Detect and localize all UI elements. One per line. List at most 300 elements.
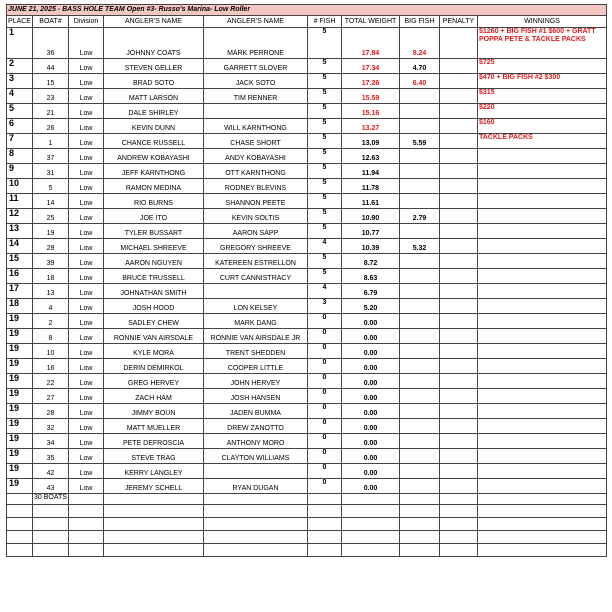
angler-name-1: JOHNATHAN SMITH: [104, 284, 204, 299]
fish-count: 5: [308, 224, 342, 239]
penalty: [440, 449, 478, 464]
big-fish: [400, 149, 440, 164]
empty-cell: [342, 505, 400, 518]
empty-cell: [440, 505, 478, 518]
result-row: [7, 28, 607, 59]
fish-count: 5: [308, 104, 342, 119]
boat-number: 25: [33, 209, 69, 224]
empty-cell: [204, 494, 308, 505]
place-cell: 10: [7, 179, 33, 194]
division: Low: [69, 479, 104, 494]
fish-count: 5: [308, 269, 342, 284]
big-fish: [400, 314, 440, 329]
total-weight: 5.20: [342, 299, 400, 314]
total-weight: 17.26: [342, 74, 400, 89]
result-row: [7, 404, 607, 419]
big-fish: [400, 299, 440, 314]
place-cell: 15: [7, 254, 33, 269]
result-row: [7, 329, 607, 344]
fish-count: 0: [308, 479, 342, 494]
penalty: [440, 209, 478, 224]
fish-count: 0: [308, 464, 342, 479]
empty-cell: [308, 531, 342, 544]
empty-cell: [204, 505, 308, 518]
sheet-title: JUNE 21, 2025 - BASS HOLE TEAM Open #3- Russo's Marina- Low Roller: [7, 5, 607, 16]
place-cell: 19: [7, 419, 33, 434]
empty-cell: [478, 505, 607, 518]
fish-count: 5: [308, 89, 342, 104]
empty-cell: [400, 531, 440, 544]
place-cell: 18: [7, 299, 33, 314]
header-place: PLACE: [7, 16, 33, 28]
angler-name-2: JOSH HANSEN: [204, 389, 308, 404]
division: Low: [69, 119, 104, 134]
angler-name-1: ANDREW KOBAYASHI: [104, 149, 204, 164]
angler-name-2: DREW ZANOTTO: [204, 419, 308, 434]
angler-name-2: CHASE SHORT: [204, 134, 308, 149]
empty-cell: [104, 494, 204, 505]
division: Low: [69, 344, 104, 359]
winnings: [478, 464, 607, 479]
division: Low: [69, 179, 104, 194]
big-fish: [400, 284, 440, 299]
winnings: [478, 344, 607, 359]
winnings: [478, 434, 607, 449]
angler-name-2: OTT KARNTHONG: [204, 164, 308, 179]
penalty: [440, 104, 478, 119]
division: Low: [69, 59, 104, 74]
big-fish: [400, 254, 440, 269]
winnings: [478, 149, 607, 164]
empty-cell: [69, 505, 104, 518]
angler-name-1: JOHNNY COATS: [104, 28, 204, 59]
big-fish: [400, 179, 440, 194]
fish-count: 0: [308, 344, 342, 359]
fish-count: 0: [308, 329, 342, 344]
angler-name-2: ANTHONY MORO: [204, 434, 308, 449]
boat-number: 10: [33, 344, 69, 359]
winnings: $725: [478, 59, 607, 74]
empty-cell: [400, 494, 440, 505]
empty-cell: [342, 494, 400, 505]
angler-name-1: RAMON MEDINA: [104, 179, 204, 194]
winnings: [478, 374, 607, 389]
angler-name-2: RODNEY BLEVINS: [204, 179, 308, 194]
big-fish: 5.59: [400, 134, 440, 149]
empty-cell: [7, 494, 33, 505]
boat-number: 18: [33, 269, 69, 284]
division: Low: [69, 74, 104, 89]
result-row: [7, 314, 607, 329]
division: Low: [69, 284, 104, 299]
fish-count: 0: [308, 389, 342, 404]
result-row: [7, 299, 607, 314]
penalty: [440, 164, 478, 179]
fish-count: 5: [308, 74, 342, 89]
boat-number: 37: [33, 149, 69, 164]
empty-cell: [400, 544, 440, 557]
place-cell: 9: [7, 164, 33, 179]
empty-cell: [342, 531, 400, 544]
big-fish: [400, 119, 440, 134]
total-weight: 17.84: [342, 28, 400, 59]
place-cell: 5: [7, 104, 33, 119]
angler-name-2: CLAYTON WILLIAMS: [204, 449, 308, 464]
division: Low: [69, 299, 104, 314]
winnings: [478, 479, 607, 494]
empty-cell: [400, 505, 440, 518]
winnings: [478, 284, 607, 299]
angler-name-1: JIMMY BOUN: [104, 404, 204, 419]
division: Low: [69, 404, 104, 419]
angler-name-1: STEVE TRAG: [104, 449, 204, 464]
place-cell: 19: [7, 449, 33, 464]
angler-name-1: CHANCE RUSSELL: [104, 134, 204, 149]
angler-name-1: KEVIN DUNN: [104, 119, 204, 134]
angler-name-2: JADEN BUMMA: [204, 404, 308, 419]
total-weight: 15.16: [342, 104, 400, 119]
winnings: [478, 209, 607, 224]
penalty: [440, 179, 478, 194]
total-weight: 0.00: [342, 389, 400, 404]
boat-number: 4: [33, 299, 69, 314]
penalty: [440, 374, 478, 389]
boat-number: 8: [33, 329, 69, 344]
angler-name-2: TRENT SHEDDEN: [204, 344, 308, 359]
angler-name-2: MARK PERRONE: [204, 28, 308, 59]
penalty: [440, 344, 478, 359]
place-cell: 1: [7, 28, 33, 59]
winnings: $315: [478, 89, 607, 104]
angler-name-2: TIM RENNER: [204, 89, 308, 104]
place-cell: 3: [7, 74, 33, 89]
division: Low: [69, 164, 104, 179]
angler-name-1: MICHAEL SHREEVE: [104, 239, 204, 254]
place-cell: 11: [7, 194, 33, 209]
boat-number: 13: [33, 284, 69, 299]
total-weight: 0.00: [342, 374, 400, 389]
angler-name-1: JEFF KARNTHONG: [104, 164, 204, 179]
header-angler-2: ANGLER'S NAME: [204, 16, 308, 28]
angler-name-2: KATEREEN ESTRELLON: [204, 254, 308, 269]
total-weight: 0.00: [342, 314, 400, 329]
total-weight: 17.34: [342, 59, 400, 74]
boat-number: 27: [33, 389, 69, 404]
place-cell: 6: [7, 119, 33, 134]
total-weight: 0.00: [342, 344, 400, 359]
result-row: [7, 74, 607, 89]
winnings: $470 + BIG FISH #2 $300: [478, 74, 607, 89]
total-weight: 8.63: [342, 269, 400, 284]
penalty: [440, 434, 478, 449]
empty-row: [7, 505, 607, 518]
empty-cell: [400, 518, 440, 531]
empty-cell: [69, 494, 104, 505]
big-fish: 5.32: [400, 239, 440, 254]
angler-name-2: COOPER LITTLE: [204, 359, 308, 374]
result-row: [7, 239, 607, 254]
division: Low: [69, 449, 104, 464]
place-cell: 16: [7, 269, 33, 284]
empty-cell: [308, 494, 342, 505]
big-fish: [400, 374, 440, 389]
total-weight: 11.78: [342, 179, 400, 194]
fish-count: 0: [308, 434, 342, 449]
division: Low: [69, 314, 104, 329]
angler-name-1: GREG HERVEY: [104, 374, 204, 389]
empty-cell: [69, 518, 104, 531]
empty-cell: [308, 544, 342, 557]
angler-name-1: PETE DEFROSCIA: [104, 434, 204, 449]
fish-count: 0: [308, 419, 342, 434]
result-row: [7, 209, 607, 224]
fish-count: 5: [308, 254, 342, 269]
result-row: [7, 284, 607, 299]
angler-name-2: GARRETT SLOVER: [204, 59, 308, 74]
winnings: [478, 164, 607, 179]
penalty: [440, 284, 478, 299]
result-row: [7, 479, 607, 494]
boat-number: 29: [33, 239, 69, 254]
winnings: [478, 329, 607, 344]
penalty: [440, 254, 478, 269]
place-cell: 13: [7, 224, 33, 239]
angler-name-1: RONNIE VAN AIRSDALE: [104, 329, 204, 344]
place-cell: 7: [7, 134, 33, 149]
boat-number: 16: [33, 359, 69, 374]
winnings: [478, 359, 607, 374]
angler-name-2: MARK DANG: [204, 314, 308, 329]
angler-name-2: GREGORY SHREEVE: [204, 239, 308, 254]
place-cell: 19: [7, 464, 33, 479]
big-fish: [400, 194, 440, 209]
result-row: [7, 179, 607, 194]
empty-cell: [204, 518, 308, 531]
angler-name-1: JEREMY SCHELL: [104, 479, 204, 494]
empty-cell: [342, 518, 400, 531]
penalty: [440, 269, 478, 284]
header-total-weight: TOTAL WEIGHT: [342, 16, 400, 28]
penalty: [440, 464, 478, 479]
place-cell: 4: [7, 89, 33, 104]
empty-row: [7, 531, 607, 544]
boat-number: 22: [33, 374, 69, 389]
header-boat: BOAT#: [33, 16, 69, 28]
result-row: [7, 344, 607, 359]
place-cell: 8: [7, 149, 33, 164]
angler-name-2: SHANNON PEETE: [204, 194, 308, 209]
boat-number: 23: [33, 89, 69, 104]
division: Low: [69, 434, 104, 449]
boat-number: 5: [33, 179, 69, 194]
empty-cell: [308, 518, 342, 531]
fish-count: 0: [308, 449, 342, 464]
angler-name-2: WILL KARNTHONG: [204, 119, 308, 134]
place-cell: 19: [7, 389, 33, 404]
empty-cell: [478, 518, 607, 531]
angler-name-2: AARON SAPP: [204, 224, 308, 239]
boat-number: 28: [33, 404, 69, 419]
result-row: [7, 164, 607, 179]
place-cell: 17: [7, 284, 33, 299]
penalty: [440, 314, 478, 329]
winnings: TACKLE PACKS: [478, 134, 607, 149]
penalty: [440, 134, 478, 149]
angler-name-2: [204, 284, 308, 299]
empty-cell: [7, 518, 33, 531]
boat-number: 19: [33, 224, 69, 239]
total-weight: 0.00: [342, 404, 400, 419]
boat-number: 35: [33, 449, 69, 464]
big-fish: [400, 164, 440, 179]
empty-cell: [204, 531, 308, 544]
division: Low: [69, 269, 104, 284]
result-row: [7, 134, 607, 149]
result-row: [7, 59, 607, 74]
empty-cell: [33, 531, 69, 544]
boat-number: 44: [33, 59, 69, 74]
fish-count: 5: [308, 59, 342, 74]
result-row: [7, 89, 607, 104]
total-weight: 0.00: [342, 359, 400, 374]
empty-cell: [478, 531, 607, 544]
empty-cell: [440, 518, 478, 531]
division: Low: [69, 239, 104, 254]
result-row: [7, 224, 607, 239]
empty-cell: [104, 518, 204, 531]
winnings: $160: [478, 119, 607, 134]
total-weight: 6.79: [342, 284, 400, 299]
winnings: [478, 449, 607, 464]
total-weight: 15.59: [342, 89, 400, 104]
results-table: [6, 4, 607, 557]
division: Low: [69, 104, 104, 119]
fish-count: 5: [308, 209, 342, 224]
total-weight: 12.63: [342, 149, 400, 164]
penalty: [440, 239, 478, 254]
empty-cell: [104, 531, 204, 544]
penalty: [440, 479, 478, 494]
big-fish: [400, 449, 440, 464]
empty-cell: [204, 544, 308, 557]
big-fish: [400, 329, 440, 344]
big-fish: [400, 104, 440, 119]
result-row: [7, 434, 607, 449]
empty-cell: [440, 531, 478, 544]
empty-cell: [33, 544, 69, 557]
empty-cell: [478, 494, 607, 505]
fish-count: 0: [308, 374, 342, 389]
total-weight: 11.61: [342, 194, 400, 209]
division: Low: [69, 389, 104, 404]
winnings: $220: [478, 104, 607, 119]
penalty: [440, 299, 478, 314]
angler-name-2: JOHN HERVEY: [204, 374, 308, 389]
total-weight: 0.00: [342, 449, 400, 464]
fish-count: 4: [308, 284, 342, 299]
boat-number: 34: [33, 434, 69, 449]
empty-cell: [342, 544, 400, 557]
place-cell: 19: [7, 404, 33, 419]
fish-count: 5: [308, 149, 342, 164]
winnings: [478, 194, 607, 209]
place-cell: 19: [7, 344, 33, 359]
fish-count: 5: [308, 179, 342, 194]
empty-cell: [478, 544, 607, 557]
angler-name-1: JOE ITO: [104, 209, 204, 224]
total-weight: 10.39: [342, 239, 400, 254]
angler-name-1: ZACH HAM: [104, 389, 204, 404]
winnings: [478, 239, 607, 254]
big-fish: [400, 434, 440, 449]
division: Low: [69, 374, 104, 389]
fish-count: 5: [308, 164, 342, 179]
result-row: [7, 104, 607, 119]
result-row: [7, 389, 607, 404]
place-cell: 2: [7, 59, 33, 74]
empty-cell: [33, 518, 69, 531]
fish-count: 0: [308, 404, 342, 419]
boat-number: 21: [33, 104, 69, 119]
angler-name-1: DERIN DEMIRKOL: [104, 359, 204, 374]
place-cell: 19: [7, 359, 33, 374]
fish-count: 4: [308, 239, 342, 254]
winnings: [478, 254, 607, 269]
big-fish: [400, 224, 440, 239]
angler-name-1: DALE SHIRLEY: [104, 104, 204, 119]
penalty: [440, 419, 478, 434]
penalty: [440, 59, 478, 74]
boat-number: 15: [33, 74, 69, 89]
result-row: [7, 359, 607, 374]
result-row: [7, 119, 607, 134]
angler-name-1: BRUCE TRUSSELL: [104, 269, 204, 284]
fish-count: 5: [308, 28, 342, 59]
division: Low: [69, 89, 104, 104]
header-angler-1: ANGLER'S NAME: [104, 16, 204, 28]
boat-number: 2: [33, 314, 69, 329]
header-fish: # FISH: [308, 16, 342, 28]
winnings: [478, 314, 607, 329]
winnings: [478, 419, 607, 434]
angler-name-1: STEVEN GELLER: [104, 59, 204, 74]
total-weight: 10.90: [342, 209, 400, 224]
result-row: [7, 464, 607, 479]
place-cell: 19: [7, 329, 33, 344]
place-cell: 12: [7, 209, 33, 224]
header-penalty: PENALTY: [440, 16, 478, 28]
header-winnings: WINNINGS: [478, 16, 607, 28]
header-row: [7, 16, 607, 28]
empty-row: [7, 544, 607, 557]
angler-name-1: SADLEY CHEW: [104, 314, 204, 329]
big-fish: [400, 359, 440, 374]
division: Low: [69, 28, 104, 59]
boat-number: 43: [33, 479, 69, 494]
angler-name-2: CURT CANNISTRACY: [204, 269, 308, 284]
boat-number: 14: [33, 194, 69, 209]
division: Low: [69, 329, 104, 344]
angler-name-1: BRAD SOTO: [104, 74, 204, 89]
results-sheet: [6, 4, 607, 557]
total-weight: 10.77: [342, 224, 400, 239]
boat-number: 36: [33, 28, 69, 59]
total-weight: 11.94: [342, 164, 400, 179]
empty-cell: [7, 544, 33, 557]
angler-name-1: MATT MUELLER: [104, 419, 204, 434]
place-cell: 19: [7, 374, 33, 389]
penalty: [440, 119, 478, 134]
